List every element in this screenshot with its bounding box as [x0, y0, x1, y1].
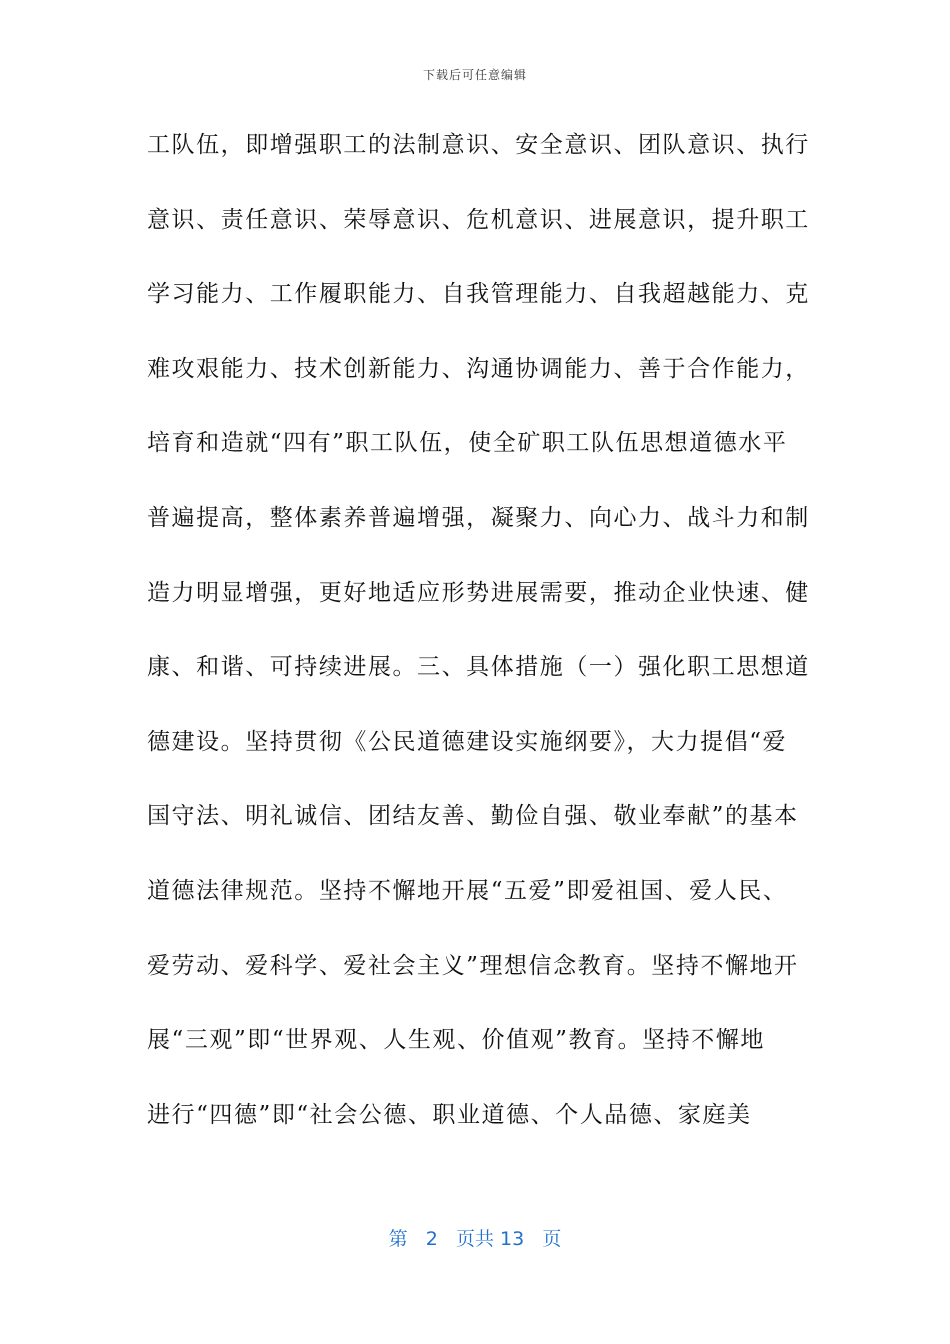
text-line: 造力明显增强，更好地适应形势进展需要，推动企业快速、健	[147, 579, 810, 606]
text-line: 进行“四德”即“社会公德、职业道德、个人品德、家庭美	[147, 1101, 752, 1128]
footer-current-page: 2	[425, 1228, 438, 1250]
text-line: 爱劳动、爱科学、爱社会主义”理想信念教育。坚持不懈地开	[147, 952, 799, 979]
text-line: 意识、责任意识、荣辱意识、危机意识、进展意识，提升职工	[147, 206, 810, 233]
text-line: 工队伍，即增强职工的法制意识、安全意识、团队意识、执行	[147, 132, 810, 158]
text-line: 康、和谐、可持续进展。三、具体措施（一）强化职工思想道	[147, 654, 810, 681]
text-line: 普遍提高，整体素养普遍增强，凝聚力、向心力、战斗力和制	[147, 504, 810, 531]
footer-label-of: 页共	[455, 1228, 494, 1250]
document-body	[147, 121, 810, 1165]
text-line: 培育和造就“四有”职工队伍，使全矿职工队伍思想道德水平	[147, 430, 788, 457]
footer-label-pages: 页	[542, 1228, 562, 1250]
text-line: 难攻艰能力、技术创新能力、沟通协调能力、善于合作能力，	[147, 355, 810, 382]
text-line: 学习能力、工作履职能力、自我管理能力、自我超越能力、克	[147, 281, 810, 308]
footer-label-page: 第	[388, 1228, 408, 1250]
page-header-note: 下载后可任意编辑	[422, 68, 527, 82]
text-line: 国守法、明礼诚信、团结友善、勤俭自强、敬业奉献”的基本	[147, 803, 799, 830]
text-line: 德建设。坚持贯彻《公民道德建设实施纲要》，大力提倡“爱	[147, 728, 788, 755]
text-line: 道德法律规范。坚持不懈地开展“五爱”即爱祖国、爱人民、	[147, 877, 788, 904]
page-footer	[0, 1224, 950, 1251]
text-line: 展“三观”即“世界观、人生观、价值观”教育。坚持不懈地	[147, 1027, 765, 1054]
footer-total-pages: 13	[500, 1228, 525, 1250]
